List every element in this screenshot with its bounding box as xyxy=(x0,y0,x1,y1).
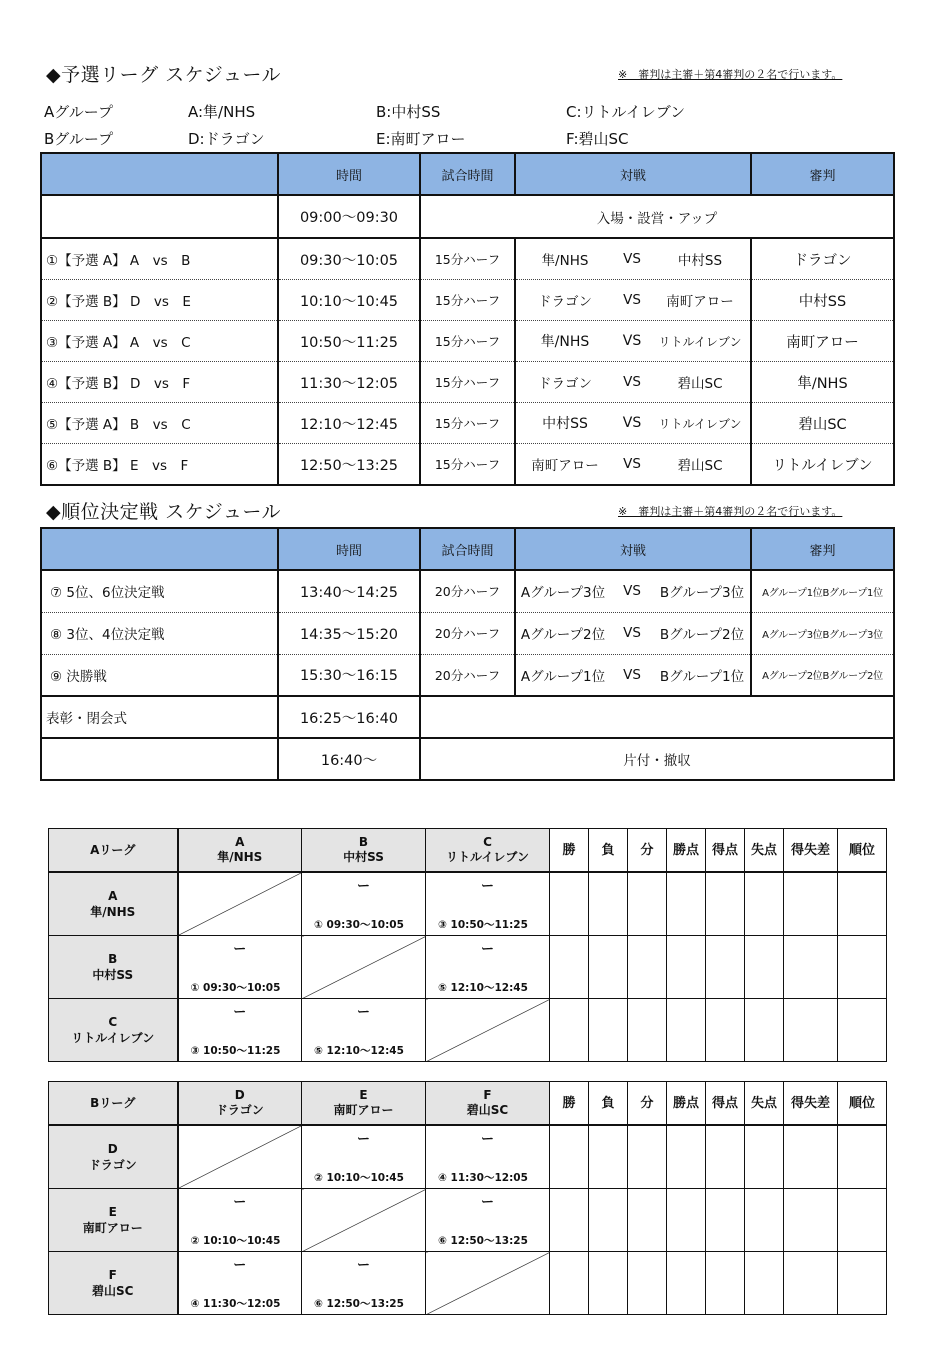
stat-cell[interactable] xyxy=(589,1252,628,1315)
prelim-row-1 xyxy=(41,238,894,280)
opening-event: 入場・設営・アップ xyxy=(420,195,894,238)
vs-label: VS xyxy=(623,374,641,390)
ranking-header-row xyxy=(41,528,894,570)
league-a-row-1 xyxy=(49,872,887,936)
team-home: 南町アロー xyxy=(531,458,599,474)
score-dash: ー xyxy=(480,1132,494,1147)
stat-cell[interactable] xyxy=(706,872,745,936)
team-away: リトルイレブン xyxy=(658,334,742,349)
header-blank xyxy=(41,153,278,195)
header-referee: 審判 xyxy=(751,153,894,195)
group-a-label: Aグループ xyxy=(44,103,114,121)
stat-wins: 勝 xyxy=(550,829,589,873)
stat-cell[interactable] xyxy=(550,1252,589,1315)
opening-time: 09:00～09:30 xyxy=(278,195,420,238)
team-home: Aグループ1位 xyxy=(520,668,606,685)
stat-cell[interactable] xyxy=(838,936,887,999)
team-name: リトルイレブン xyxy=(446,850,529,864)
fixture-cell xyxy=(178,936,302,999)
referee: リトルイレブン xyxy=(772,457,873,474)
stat-cell[interactable] xyxy=(628,999,667,1062)
team-name: 中村SS xyxy=(92,968,134,982)
prelim-schedule-table xyxy=(40,152,895,486)
score-dash: ー xyxy=(356,879,370,894)
league-a-header xyxy=(49,829,887,873)
fixture-cell xyxy=(302,1252,426,1315)
league-a-table xyxy=(48,828,887,1062)
stat-cell[interactable] xyxy=(838,872,887,936)
row-team xyxy=(49,872,178,936)
stat-cell[interactable] xyxy=(667,1189,706,1252)
group-b-team-2: E:南町アロー xyxy=(376,130,466,148)
fixture-time: ① 09:30～10:05 xyxy=(314,919,404,931)
vs-label: VS xyxy=(623,456,641,472)
stat-losses: 負 xyxy=(589,1082,628,1126)
stat-cell[interactable] xyxy=(706,999,745,1062)
match-label: ⑥【予選 B】 E vs F xyxy=(41,444,278,486)
ceremony-row xyxy=(41,696,894,738)
stat-goal-diff: 得失差 xyxy=(784,1082,838,1126)
match-time: 11:30～12:05 xyxy=(278,362,420,403)
team-code: D xyxy=(234,1088,245,1102)
match-label: ⑧ 3位、4位決定戦 xyxy=(41,612,278,654)
team-code: C xyxy=(483,835,492,849)
row-team xyxy=(49,1125,178,1189)
vs-label: VS xyxy=(623,625,641,641)
team-code: C xyxy=(108,1015,118,1029)
stat-cell[interactable] xyxy=(745,999,784,1062)
self-cell xyxy=(426,999,550,1062)
fixture-cell xyxy=(178,1252,302,1315)
ranking-row-3 xyxy=(41,654,894,696)
stat-cell[interactable] xyxy=(706,1252,745,1315)
referee: 隼/NHS xyxy=(751,362,894,403)
team-away: 碧山SC xyxy=(677,458,723,474)
team-away: Bグループ1位 xyxy=(659,668,745,685)
vs-label: VS xyxy=(622,415,642,431)
match-length: 15分ハーフ xyxy=(420,362,515,403)
ceremony-blank xyxy=(420,696,894,738)
header-matchup: 対戦 xyxy=(515,528,751,570)
team-away: Bグループ2位 xyxy=(659,627,745,643)
row-team xyxy=(49,999,178,1062)
stat-draws: 分 xyxy=(628,1082,667,1126)
team-away: 南町アロー xyxy=(666,294,734,310)
team-code: B xyxy=(358,835,369,849)
stat-cell[interactable] xyxy=(550,872,589,936)
vs-label: VS xyxy=(622,333,642,349)
fixture-time: ② 10:10～10:45 xyxy=(190,1235,281,1247)
fixture-cell xyxy=(178,1189,302,1252)
stat-cell[interactable] xyxy=(784,936,838,999)
match-time: 09:30～10:05 xyxy=(278,238,420,280)
stat-cell[interactable] xyxy=(667,999,706,1062)
prelim-row-3 xyxy=(41,321,894,362)
self-cell xyxy=(302,1189,426,1252)
team-away: リトルイレブン xyxy=(658,416,742,431)
group-a-team-3: C:リトルイレブン xyxy=(566,103,686,121)
team-code: E xyxy=(359,1088,368,1102)
score-dash: ー xyxy=(233,1005,247,1020)
team-code: D xyxy=(107,1142,118,1156)
stat-cell[interactable] xyxy=(589,936,628,999)
team-name: リトルイレブン xyxy=(71,1031,155,1045)
fixture-cell xyxy=(426,872,550,936)
referee: 南町アロー xyxy=(751,321,894,362)
self-cell xyxy=(302,936,426,999)
fixture-cell xyxy=(426,1125,550,1189)
header-time: 時間 xyxy=(278,153,420,195)
stat-cell[interactable] xyxy=(550,936,589,999)
score-dash: ー xyxy=(233,1195,247,1210)
league-a-name: Aリーグ xyxy=(49,829,178,873)
ranking-title: ◆順位決定戦 スケジュール xyxy=(46,501,282,523)
stat-cell[interactable] xyxy=(589,1189,628,1252)
match-time: 10:50～11:25 xyxy=(278,321,420,362)
self-cell xyxy=(426,1252,550,1315)
match-time: 10:10～10:45 xyxy=(278,280,420,321)
matchup xyxy=(515,612,751,654)
match-length: 15分ハーフ xyxy=(420,444,515,486)
fixture-time: ③ 10:50～11:25 xyxy=(438,919,528,931)
stat-goals-for: 得点 xyxy=(706,1082,745,1126)
stat-cell[interactable] xyxy=(667,872,706,936)
stat-cell[interactable] xyxy=(628,936,667,999)
header-blank xyxy=(41,528,278,570)
vs-label: VS xyxy=(623,666,641,683)
header-match-length: 試合時間 xyxy=(420,153,515,195)
team-name: 南町アロー xyxy=(82,1221,143,1235)
stat-cell[interactable] xyxy=(589,999,628,1062)
team-home: Aグループ2位 xyxy=(520,627,606,643)
score-dash: ー xyxy=(356,1132,370,1147)
referee: Aグループ2位Bグループ2位 xyxy=(751,654,894,696)
group-b-label: Bグループ xyxy=(44,130,114,148)
stat-draws: 分 xyxy=(628,829,667,873)
league-b-row-3 xyxy=(49,1252,887,1315)
team-name: 隼/NHS xyxy=(90,905,136,919)
fixture-time: ⑤ 12:10～12:45 xyxy=(314,1045,404,1057)
match-time: 14:35～15:20 xyxy=(278,612,420,654)
match-label: ③【予選 A】 A vs C xyxy=(41,321,278,362)
col-team xyxy=(302,829,426,873)
team-code: A xyxy=(108,889,118,903)
league-b-row-1 xyxy=(49,1125,887,1189)
team-name: 南町アロー xyxy=(333,1103,394,1117)
team-home: 中村SS xyxy=(542,416,588,432)
fixture-time: ④ 11:30～12:05 xyxy=(190,1298,281,1310)
match-length: 15分ハーフ xyxy=(420,321,515,362)
stat-cell[interactable] xyxy=(745,1125,784,1189)
score-dash: ー xyxy=(480,1195,494,1210)
group-b-team-3: F:碧山SC xyxy=(566,130,629,148)
score-dash: ー xyxy=(233,942,247,957)
match-length: 15分ハーフ xyxy=(420,280,515,321)
row-team xyxy=(49,1189,178,1252)
matchup xyxy=(515,570,751,612)
ceremony-time: 16:25～16:40 xyxy=(278,696,420,738)
fixture-time: ③ 10:50～11:25 xyxy=(190,1045,281,1057)
stat-cell[interactable] xyxy=(838,999,887,1062)
league-b-row-2 xyxy=(49,1189,887,1252)
team-code: F xyxy=(483,1088,492,1102)
opening-label xyxy=(41,195,278,238)
match-time: 12:50～13:25 xyxy=(278,444,420,486)
fixture-cell xyxy=(426,1189,550,1252)
stat-cell[interactable] xyxy=(784,1125,838,1189)
stat-cell[interactable] xyxy=(628,1125,667,1189)
league-b-name: Bリーグ xyxy=(49,1082,178,1126)
score-dash: ー xyxy=(480,942,494,957)
match-label: ⑨ 決勝戦 xyxy=(41,654,278,696)
vs-label: VS xyxy=(623,292,641,308)
referee: ドラゴン xyxy=(751,238,894,280)
stat-cell[interactable] xyxy=(628,1252,667,1315)
stat-rank: 順位 xyxy=(838,829,887,873)
vs-label: VS xyxy=(623,251,641,267)
stat-points: 勝点 xyxy=(667,829,706,873)
referee: 中村SS xyxy=(751,280,894,321)
stat-goal-diff: 得失差 xyxy=(784,829,838,873)
referee: Aグループ3位Bグループ3位 xyxy=(751,612,894,654)
league-a-row-3 xyxy=(49,999,887,1062)
stat-goals-for: 得点 xyxy=(706,829,745,873)
stat-cell[interactable] xyxy=(589,1125,628,1189)
team-home: 隼/NHS xyxy=(541,253,589,269)
fixture-time: ⑤ 12:10～12:45 xyxy=(438,982,528,994)
prelim-row-6 xyxy=(41,444,894,486)
score-dash: ー xyxy=(356,1258,370,1273)
match-label: ⑦ 5位、6位決定戦 xyxy=(41,570,278,612)
match-label: ②【予選 B】 D vs E xyxy=(41,280,278,321)
vs-label: VS xyxy=(623,583,641,600)
league-b-header xyxy=(49,1082,887,1126)
matchup xyxy=(515,654,751,696)
stat-rank: 順位 xyxy=(838,1082,887,1126)
prelim-row-5 xyxy=(41,403,894,444)
referee: Aグループ1位Bグループ1位 xyxy=(751,570,894,612)
stat-cell[interactable] xyxy=(628,1189,667,1252)
score-dash: ー xyxy=(480,879,494,894)
fixture-cell xyxy=(302,1125,426,1189)
matchup xyxy=(515,321,751,362)
fixture-time: ⑥ 12:50～13:25 xyxy=(438,1235,528,1247)
prelim-row-4 xyxy=(41,362,894,403)
match-length: 15分ハーフ xyxy=(420,238,515,280)
stat-cell[interactable] xyxy=(745,1189,784,1252)
stat-cell[interactable] xyxy=(667,1125,706,1189)
stat-cell[interactable] xyxy=(784,999,838,1062)
group-a-team-1: A:隼/NHS xyxy=(188,103,256,121)
match-label: ⑤【予選 A】 B vs C xyxy=(41,403,278,444)
team-away: Bグループ3位 xyxy=(659,585,745,602)
match-label: ①【予選 A】 A vs B xyxy=(41,238,278,280)
stat-cell[interactable] xyxy=(667,936,706,999)
row-team xyxy=(49,1252,178,1315)
team-name: 中村SS xyxy=(343,850,384,864)
stat-cell[interactable] xyxy=(745,936,784,999)
team-code: E xyxy=(108,1205,117,1219)
header-referee: 審判 xyxy=(751,528,894,570)
opening-row xyxy=(41,195,894,238)
cleanup-row xyxy=(41,738,894,780)
match-time: 15:30～16:15 xyxy=(278,654,420,696)
prelim-row-2 xyxy=(41,280,894,321)
stat-cell[interactable] xyxy=(706,1125,745,1189)
matchup xyxy=(515,280,751,321)
team-code: B xyxy=(108,952,118,966)
team-code: A xyxy=(235,835,245,849)
fixture-time: ⑥ 12:50～13:25 xyxy=(314,1298,404,1310)
stat-cell[interactable] xyxy=(838,1252,887,1315)
header-matchup: 対戦 xyxy=(515,153,751,195)
matchup xyxy=(515,444,751,486)
fixture-cell xyxy=(426,936,550,999)
ranking-row-1 xyxy=(41,570,894,612)
stat-cell[interactable] xyxy=(838,1125,887,1189)
league-b-table xyxy=(48,1081,887,1315)
group-b-team-1: D:ドラゴン xyxy=(188,130,265,148)
cleanup-time: 16:40～ xyxy=(278,738,420,780)
stat-goals-against: 失点 xyxy=(745,1082,784,1126)
self-cell xyxy=(178,1125,302,1189)
fixture-time: ① 09:30～10:05 xyxy=(190,982,281,994)
team-home: Aグループ3位 xyxy=(520,585,606,602)
stat-cell[interactable] xyxy=(589,872,628,936)
prelim-title: ◆予選リーグ スケジュール xyxy=(46,64,282,86)
stat-cell[interactable] xyxy=(706,936,745,999)
fixture-cell xyxy=(302,872,426,936)
team-away: 中村SS xyxy=(677,253,723,269)
team-home: ドラゴン xyxy=(538,294,592,310)
team-home: ドラゴン xyxy=(538,376,592,392)
stat-cell[interactable] xyxy=(706,1189,745,1252)
match-label: ④【予選 B】 D vs F xyxy=(41,362,278,403)
col-team xyxy=(178,1082,302,1126)
team-name: 碧山SC xyxy=(92,1284,134,1298)
fixture-cell xyxy=(178,999,302,1062)
team-name: ドラゴン xyxy=(88,1158,137,1172)
fixture-time: ④ 11:30～12:05 xyxy=(438,1172,528,1184)
col-team xyxy=(302,1082,426,1126)
stat-cell[interactable] xyxy=(550,1125,589,1189)
fixture-cell xyxy=(302,999,426,1062)
stat-cell[interactable] xyxy=(550,999,589,1062)
stat-cell[interactable] xyxy=(667,1252,706,1315)
matchup xyxy=(515,403,751,444)
referee: 碧山SC xyxy=(751,403,894,444)
matchup xyxy=(515,362,751,403)
match-time: 13:40～14:25 xyxy=(278,570,420,612)
team-name: ドラゴン xyxy=(215,1103,264,1117)
stat-cell[interactable] xyxy=(784,1189,838,1252)
team-name: 碧山SC xyxy=(466,1103,509,1117)
cleanup-label xyxy=(41,738,278,780)
stat-cell[interactable] xyxy=(628,872,667,936)
col-team xyxy=(426,829,550,873)
ranking-referee-note: ※ 審判は主審＋第4審判の２名で行います。 xyxy=(618,505,843,518)
score-dash: ー xyxy=(356,1005,370,1020)
stat-goals-against: 失点 xyxy=(745,829,784,873)
group-a-team-2: B:中村SS xyxy=(376,103,441,121)
col-team xyxy=(426,1082,550,1126)
match-length: 20分ハーフ xyxy=(420,654,515,696)
matchup xyxy=(515,238,751,280)
row-team xyxy=(49,936,178,999)
stat-losses: 負 xyxy=(589,829,628,873)
stat-cell[interactable] xyxy=(745,1252,784,1315)
match-time: 12:10～12:45 xyxy=(278,403,420,444)
prelim-referee-note: ※ 審判は主審＋第4審判の２名で行います。 xyxy=(618,68,843,81)
league-a-row-2 xyxy=(49,936,887,999)
team-name: 隼/NHS xyxy=(217,850,263,864)
team-code: F xyxy=(108,1268,117,1282)
cleanup-event: 片付・撤収 xyxy=(623,753,691,769)
match-length: 15分ハーフ xyxy=(420,403,515,444)
header-time: 時間 xyxy=(278,528,420,570)
stat-points: 勝点 xyxy=(667,1082,706,1126)
fixture-time: ② 10:10～10:45 xyxy=(314,1172,404,1184)
score-dash: ー xyxy=(233,1258,247,1273)
match-length: 20分ハーフ xyxy=(420,570,515,612)
col-team xyxy=(178,829,302,873)
ranking-row-2 xyxy=(41,612,894,654)
stat-cell[interactable] xyxy=(838,1189,887,1252)
stat-wins: 勝 xyxy=(550,1082,589,1126)
self-cell xyxy=(178,872,302,936)
stat-cell[interactable] xyxy=(784,872,838,936)
team-away: 碧山SC xyxy=(677,376,723,392)
prelim-header-row xyxy=(41,153,894,195)
stat-cell[interactable] xyxy=(550,1189,589,1252)
stat-cell[interactable] xyxy=(784,1252,838,1315)
stat-cell[interactable] xyxy=(745,872,784,936)
header-match-length: 試合時間 xyxy=(420,528,515,570)
ceremony-label: 表彰・閉会式 xyxy=(41,696,278,738)
ranking-schedule-table xyxy=(40,527,895,781)
match-length: 20分ハーフ xyxy=(420,612,515,654)
team-home: 隼/NHS xyxy=(540,334,590,350)
